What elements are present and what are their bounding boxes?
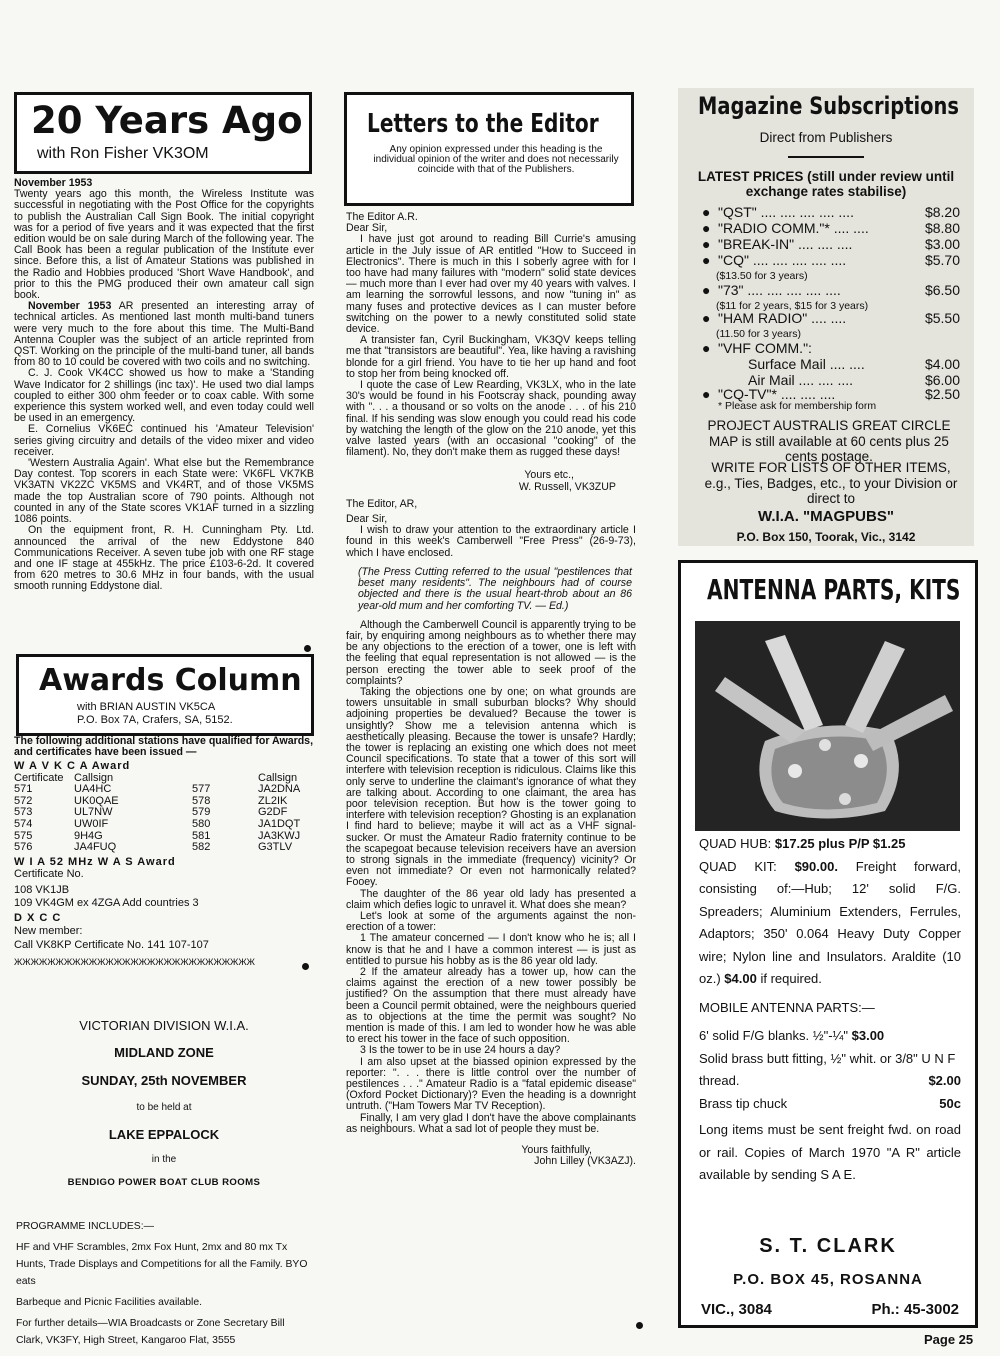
letter-paragraph: 2 If the amateur already has a tower up, how can the claims against the erection of a new tower possibly be justified? On the assumption that there must already have been a Council permit obtained, were the neighbours queried as to objections at the time the permit was sought? No mention is made of this. I am led to wonder how he was able to erect his tower in the face of such opposition.: [346, 966, 636, 1046]
quad-hub-photo: [695, 621, 960, 831]
mobile-item: [699, 1025, 961, 1048]
wavkca-heading: W A V K C A Award: [14, 760, 131, 772]
letter-paragraph: 1 The amateur concerned — I don't know who he is; all I know is that he and I have a common interest — is just as entitled to pursue his hobby as is the 86 year old lady.: [346, 932, 636, 967]
item-name: Surface Mail .... ....: [748, 356, 865, 372]
col-header: Certificate: [14, 771, 64, 784]
letter-dear: Dear Sir,: [346, 513, 388, 526]
letter-dear: Dear Sir,: [346, 222, 388, 235]
table-cell: UK0QAE: [74, 794, 119, 807]
bullet-icon: ●: [702, 204, 711, 220]
twenty-years-byline: with Ron Fisher VK3OM: [37, 145, 209, 162]
table-cell: G2DF: [258, 806, 288, 819]
bullet-icon: ●: [702, 236, 711, 252]
bullet-icon: ●: [702, 282, 711, 298]
article-paragraph-text: AR presented an interesting array of technical articles. As mentioned last month multi-band tuners were very much to the fore about this time. The Multi-Band Antenna Coupler was the subject of an article reprinted from QST. Working on the principle of the multi-band tuner, all bands from 80 to 10 could be covered with two coils and no switching.: [14, 300, 314, 369]
bullet-icon: ●: [702, 340, 711, 356]
ant-title: ANTENNA PARTS, KITS: [707, 573, 961, 606]
price-note: ($13.50 for 3 years): [716, 270, 808, 282]
awards-byline: with BRIAN AUSTIN VK5CA: [77, 701, 216, 713]
magpubs-name: W.I.A. "MAGPUBS": [758, 508, 894, 525]
letter-paragraph: Although the Camberwell Council is apparently trying to be fair, by enquiring among neighbours as to whether there may be any objections to the erection of a tower, one is left with the feeling that equal representation is not allowed — is the person erecting the tower able to seek proof of the complaints?: [346, 618, 636, 687]
item-price: $3.00: [851, 1028, 885, 1043]
table-cell: JA4FUQ: [74, 841, 117, 854]
item-price: $17.25 plus P/P $1.25: [774, 836, 906, 851]
programme-list: [16, 1218, 314, 1349]
item-price: $5.70: [924, 252, 960, 268]
item-price: 50c: [939, 1095, 961, 1111]
table-cell: JA2DNA: [258, 783, 301, 796]
item-name: "VHF COMM.":: [718, 340, 812, 356]
item-price: $5.50: [924, 310, 960, 326]
article-paragraph: [14, 301, 314, 368]
item-price: $90.00.: [794, 858, 838, 874]
table-cell: 579: [192, 806, 211, 819]
table-cell: 577: [192, 783, 211, 796]
letter-signature: W. Russell, VK3ZUP: [518, 480, 616, 493]
price-note: (11.50 for 3 years): [716, 328, 802, 340]
end-bullet-icon: [302, 963, 309, 970]
table-cell: 576: [14, 841, 33, 854]
item-description: Freight forward, consisting of:—Hub; 12' solid F/G. Spreaders; Aluminium Extenders, Ferrules, Adaptors; 350' 0.064 Heavy Duty Copper wire; Nylon line and Insulators. Araldite (10 oz.): [699, 858, 961, 986]
seller-phone: Ph.: 45-3002: [871, 1301, 959, 1318]
letter-paragraph: 3 Is the tower to be in use 24 hours a day?: [360, 1044, 561, 1057]
item-name: "RADIO COMM."* .... ....: [718, 220, 869, 236]
quad-kit-para: [699, 856, 961, 991]
table-cell: 572: [14, 794, 33, 807]
item-price: $3.00: [924, 236, 960, 252]
notice-line: to be held at: [136, 1102, 192, 1113]
price-note: ($11 for 2 years, $15 for 3 years): [716, 300, 869, 312]
editor-note: (The Press Cutting referred to the usual "pestilences that beset many residents". The neighbours had of course objected and there is the usual heart-throb about an 86 year-old mum and her comforting TV. — Ed.): [358, 565, 632, 612]
mag-subtitle: Direct from Publishers: [759, 130, 893, 145]
table-cell: ZL2IK: [258, 794, 288, 807]
table-cell: 574: [14, 817, 33, 830]
letter-closing: Yours faithfully,: [521, 1144, 592, 1157]
programme-item: For further details—WIA Broadcasts or Zone Secretary Bill Clark, VK3FY, High Street, Kangaroo Flat, 3555: [16, 1318, 285, 1346]
letter-closing: Yours etc.,: [524, 469, 574, 482]
letter-paragraph: Finally, I am very glad I don't have the above complainants as neighbours. What a sad lot of people they must be.: [346, 1111, 636, 1135]
ant-body: [699, 833, 961, 1187]
awards-title: Awards Column: [39, 663, 302, 698]
table-row: [14, 819, 300, 831]
item-description: Solid brass butt fitting, ½" whit. or 3/8" U N F thread.: [699, 1050, 956, 1088]
item-price: $2.00: [928, 1073, 961, 1088]
item-price: $4.00: [924, 356, 960, 372]
item-price: $6.00: [924, 372, 960, 388]
item-name: "CQ-TV"* .... .... ....: [718, 386, 836, 402]
table-cell: UW0IF: [74, 817, 109, 830]
item-description: Brass tip chuck: [699, 1095, 788, 1111]
mobile-item: [699, 1093, 961, 1116]
table-cell: UA4HC: [74, 783, 112, 796]
seller-state: VIC., 3084: [701, 1301, 772, 1318]
letter-paragraph: Taking the objections one by one; on what grounds are towers unsuitable in small suburban blocks? Why should adjoining properties be devalued? Because the tower is unsightly? Show me a television antenna which is aesthetically pleasing. Because the tower is unsafe? Hardly; the tower is replacing an existing one which does not meet Council specifications. To state that a tower of this sort will interfere with television reception is ridiculous. Claims like this only serve to underline the claimant's ignorance of what they are talking about. According to one claimant, the area has poor television reception. But how is the tower going to interfere with television reception? Ghosting is an explanation I find hard to believe; maybe it will act as a VHF signal-sucker. Or must the Amateur Radio fraternity continue to be the scapegoat because television receivers have an aversion to strong signals in the immediate (frequency) vicinity? Or even not immediate? Or even not harmonically related? Fooey.: [346, 685, 636, 889]
was-heading: W I A 52 MHz W A S Award: [14, 855, 176, 868]
item-name: "CQ" .... .... .... .... ....: [718, 252, 847, 268]
letter-signature: John Lilley (VK3AZJ).: [534, 1155, 636, 1168]
seller-address: P.O. BOX 45, ROSANNA: [733, 1271, 923, 1288]
letter-paragraph: I am also upset at the biassed opinion expressed by the reporter: ". . . there is little control over the number of pestilences . . ." Amateur Radio is a "fatal epidemic disease" (Oxford Pocket Dictionary)? Even the heading is a downright untruth. ("Ham Towers Mar TV Reception).: [346, 1055, 636, 1113]
item-price: $4.00: [724, 971, 757, 986]
quad-hub-line: [699, 833, 961, 856]
letter-paragraph: The daughter of the 86 year old lady has presented a claim which defies logic to unravel it. What does she mean?: [346, 887, 636, 911]
ornament-divider: ЖЖЖЖЖЖЖЖЖЖЖЖЖЖЖЖЖЖЖЖЖЖЖЖЖЖЖЖЖ: [14, 956, 255, 967]
letter-salutation: The Editor A.R.: [346, 211, 418, 223]
mobile-heading: MOBILE ANTENNA PARTS:—: [699, 999, 875, 1015]
item-price: $6.50: [924, 282, 960, 298]
twenty-years-header-box: [14, 92, 312, 174]
item-description: 6' solid F/G blanks. ½"-¼": [699, 1028, 848, 1043]
item-label: QUAD HUB:: [699, 836, 772, 851]
notice-line: MIDLAND ZONE: [114, 1045, 214, 1060]
notice-line: BENDIGO POWER BOAT CLUB ROOMS: [67, 1177, 261, 1188]
page-number: Page 25: [924, 1332, 974, 1347]
latest-prices-heading: LATEST PRICES (still under review until exchange rates stabilise): [697, 169, 955, 199]
article-date-inline: November 1953: [28, 300, 112, 313]
letters-header-box: [344, 92, 634, 206]
letter-paragraph: I have just got around to reading Bill Currie's amusing article in the July issue of AR entitled "How to Succeed in Electronics". There is much in this I soberly agree with for I too have had many failures with "modern" solid state devices — much more than I ever had over my 40 years with valves. I am learning the sorrowful lessons, and now "tuning in" as many fuses and protective devices as I can muster before switching on the power to a newly constituted solid state device.: [346, 233, 636, 336]
cert-no-label: Certificate No.: [14, 868, 84, 881]
magpubs-address: P.O. Box 150, Toorak, Vic., 3142: [736, 530, 916, 544]
victorian-division-notice: [14, 1002, 314, 1188]
new-member-label: New member:: [14, 924, 83, 937]
table-cell: 575: [14, 829, 33, 842]
item-name: "73" .... .... .... .... ....: [718, 282, 841, 298]
bullet-icon: ●: [702, 386, 711, 402]
table-cell: UL7NW: [74, 806, 113, 819]
end-bullet-icon: [304, 645, 311, 652]
antenna-parts-ad: [678, 560, 978, 1328]
col-header: Callsign: [74, 771, 114, 784]
letters-body: [346, 212, 636, 1167]
letter-paragraph: Let's look at some of the arguments against the non-erection of a tower:: [346, 909, 636, 934]
table-cell: 582: [192, 841, 211, 854]
was-entry: 108 VK1JB: [14, 883, 70, 896]
membership-note: * Please ask for membership form: [718, 400, 877, 412]
table-cell: 581: [192, 829, 211, 842]
awards-intro: The following additional stations have qualified for Awards, and certificates have been issued —: [14, 735, 314, 758]
wavkca-table: [14, 773, 300, 854]
item-name: "HAM RADIO" .... ....: [718, 310, 847, 326]
awards-body: [14, 736, 314, 969]
programme-item: Barbeque and Picnic Facilities available.: [16, 1297, 202, 1308]
article-date: November 1953: [14, 177, 93, 189]
table-cell: 573: [14, 806, 33, 819]
bullet-icon: ●: [702, 252, 711, 268]
seller-name: S. T. CLARK: [759, 1235, 897, 1257]
dxcc-heading: D X C C: [14, 912, 62, 925]
letter-paragraph: I wish to draw your attention to the extraordinary article I found in this week's Camberwell "Free Press" (26-9-73), which I have enclosed.: [346, 524, 636, 559]
divider: [788, 156, 864, 158]
magazine-subscriptions-ad: [678, 88, 974, 546]
item-price: $2.50: [924, 386, 960, 402]
programme-heading: PROGRAMME INCLUDES:—: [16, 1221, 154, 1232]
write-for-lists-text: WRITE FOR LISTS OF OTHER ITEMS, e.g., Ties, Badges, etc., to your Division or direct to: [704, 460, 958, 506]
article-paragraph: 'Western Australia Again'. What else but the Remembrance Day contest. Top scorers in each State were: VK6FL VK7KB VK3ATN VK2ZC VK5MS and VK4RT, and of those VK5MS made the top Australian score of 790 points. Although not counted in any of the State scores VK1AF turned in a sizzling 1086 points.: [14, 457, 314, 526]
table-cell: 9H4G: [74, 829, 103, 842]
end-bullet-icon: [636, 1322, 643, 1329]
letter-salutation: The Editor, AR,: [346, 497, 418, 510]
table-cell: 571: [14, 783, 33, 796]
awards-address: P.O. Box 7A, Crafers, SA, 5152.: [77, 714, 233, 726]
notice-line: LAKE EPPALOCK: [108, 1127, 220, 1142]
article-paragraph: C. J. Cook VK4CC showed us how to make a 'Standing Wave Indicator for 2 shillings (inc tax)'. He used two dial lamps coupled to either 300 ohm feeder or to coax cable. With some experience this system worked well, and even today could well be used in an emergency.: [14, 367, 314, 425]
mobile-item: [699, 1048, 961, 1093]
table-cell: JA3KWJ: [258, 829, 301, 842]
article-paragraph: E. Cornelius VK6EC continued his 'Amateur Television' series giving circuitry and details of the video mixer and video receiver.: [14, 423, 314, 458]
mag-title: Magazine Subscriptions: [698, 92, 959, 120]
notice-line: VICTORIAN DIVISION W.I.A.: [79, 1018, 249, 1033]
item-name: "QST" .... .... .... .... ....: [718, 204, 854, 220]
item-price: $8.80: [924, 220, 960, 236]
item-name: Air Mail .... .... ....: [748, 372, 854, 388]
table-row: [14, 842, 300, 854]
table-cell: JA1DQT: [258, 817, 301, 830]
bullet-icon: ●: [702, 310, 711, 326]
letters-title: Letters to the Editor: [367, 109, 599, 139]
letter-paragraph: A transister fan, Cyril Buckingham, VK3QV keeps telling me that "transistors are beautiful". Yea, like having a ravishing blonde for a girl friend. You have to tie her up hand and foot to stop her from being knocked off.: [346, 334, 636, 380]
twenty-years-title: 20 Years Ago: [31, 99, 303, 142]
project-australis-text: PROJECT AUSTRALIS GREAT CIRCLE MAP is still available at 60 cents plus 25 cents postage.: [707, 418, 951, 464]
article-paragraph: On the equipment front, R. H. Cunningham Pty. Ltd. announced the arrival of the new Eddystone 840 Communications Receiver. A seven tube job with one RF stage and one IF stage at 455kHz. The price £103-6-2d. It covered from 620 metres to 30.6 MHz in four bands, with the usual smooth running Eddystone dial.: [14, 524, 314, 593]
table-cell: 580: [192, 817, 211, 830]
table-cell: G3TLV: [258, 841, 293, 854]
item-label: QUAD KIT:: [699, 858, 777, 874]
article-paragraph: Twenty years ago this month, the Wireless Institute was successful in negotiating with the Post Office for the copyrights to publish the Australian Call Sign Book. The initial copyright was for a period of five years and it was expected that the first edition would be on sale during March of the following year. The Call Book has been a regular publication of the Institute ever since. Before this, a list of Amateur Stations was published in the Radio and Hobbies produced 'Short Wave Handbook', and prior to this the PMG produced their own amateur call sign book.: [14, 188, 314, 302]
item-price: $8.20: [924, 204, 960, 220]
item-name: "BREAK-IN" .... .... ....: [718, 236, 853, 252]
notice-line: in the: [151, 1154, 177, 1165]
notice-line: SUNDAY, 25th NOVEMBER: [81, 1073, 247, 1088]
was-entry: 109 VK4GM ex 4ZGA Add countries 3: [14, 896, 199, 909]
letter-paragraph: I quote the case of Lew Rearding, VK3LX, who in the late 30's would be found in his Footscray shack, pounding away with ". . . a thousand or so volts on the anode . . . of his 210 final. If his sending was slow enough you could read his code by watching the length of the glow on the 210 anode, yet this valve lasted years (with an occasional "cooking" of the filament). No, they don't make them as rugged these days!: [346, 379, 636, 459]
twenty-years-article: [14, 178, 314, 593]
dxcc-entry: Call VK8KP Certificate No. 141 107-107: [14, 939, 209, 952]
letters-disclaimer: Any opinion expressed under this heading is the individual opinion of the writer and does not necessarily coincide with that of the Publishers.: [373, 144, 619, 175]
col-header: Callsign: [258, 771, 298, 784]
table-cell: 578: [192, 794, 211, 807]
item-description: if required.: [760, 971, 822, 986]
bullet-icon: ●: [702, 220, 711, 236]
awards-header-box: [16, 654, 314, 736]
programme-item: HF and VHF Scrambles, 2mx Fox Hunt, 2mx and 80 mx Tx Hunts, Trade Displays and Competitions for all the Family. BYO eats: [16, 1242, 308, 1287]
freight-note: Long items must be sent freight fwd. on road or rail. Copies of March 1970 "A R" article available by sending S A E.: [699, 1122, 961, 1182]
